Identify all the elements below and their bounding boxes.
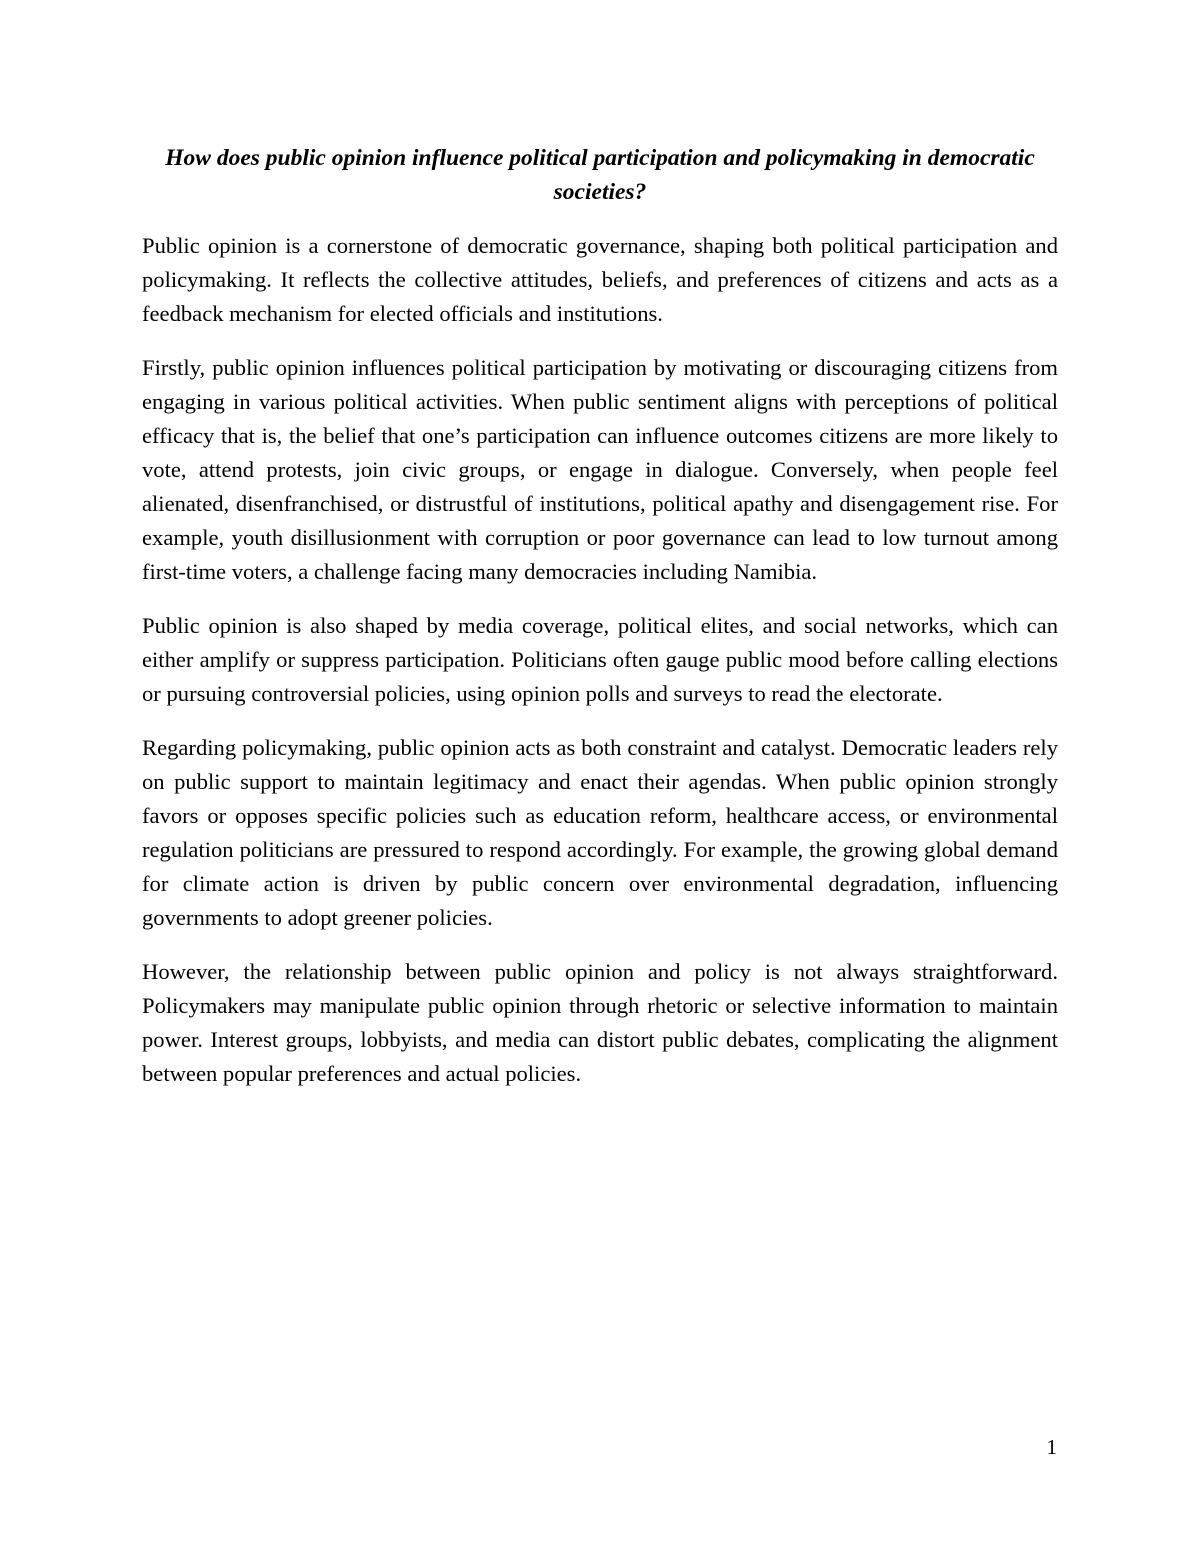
paragraph-media: Public opinion is also shaped by media coverage, political elites, and social networks, which can either amplify or suppress participation. Politicians often gauge public mood before calling elections or pursuing controversial policies, using opinion polls and surveys to read the electorate. xyxy=(142,613,1058,706)
page-number: 1 xyxy=(1046,1435,1057,1459)
page-content xyxy=(142,141,1058,1091)
paragraph-intro: Public opinion is a cornerstone of democratic governance, shaping both political participation and policymaking. It reflects the collective attitudes, beliefs, and preferences of citizens and acts as a feedback mechanism for elected officials and institutions. xyxy=(142,233,1058,326)
paragraph-policymaking: Regarding policymaking, public opinion acts as both constraint and catalyst. Democratic leaders rely on public support to maintain legitimacy and enact their agendas. When public opinion strongly favors or opposes specific policies such as education reform, healthcare access, or environmental regulation politicians are pressured to respond accordingly. For example, the growing global demand for climate action is driven by public concern over environmental degradation, influencing governments to adopt greener policies. xyxy=(142,735,1058,930)
paragraph-relationship: However, the relationship between public opinion and policy is not always straightforward. Policymakers may manipulate public opinion through rhetoric or selective information to maintain power. Interest groups, lobbyists, and media can distort public debates, complicating the alignment between popular preferences and actual policies. xyxy=(142,959,1058,1086)
paragraph-participation: Firstly, public opinion influences political participation by motivating or discouraging citizens from engaging in various political activities. When public sentiment aligns with perceptions of political efficacy that is, the belief that one’s participation can influence outcomes citizens are more likely to vote, attend protests, join civic groups, or engage in dialogue. Conversely, when people feel alienated, disenfranchised, or distrustful of institutions, political apathy and disengagement rise. For example, youth disillusionment with corruption or poor governance can lead to low turnout among first-time voters, a challenge facing many democracies including Namibia. xyxy=(142,355,1058,584)
document-title: How does public opinion influence political participation and policymaking in democratic societies? xyxy=(165,145,1035,205)
